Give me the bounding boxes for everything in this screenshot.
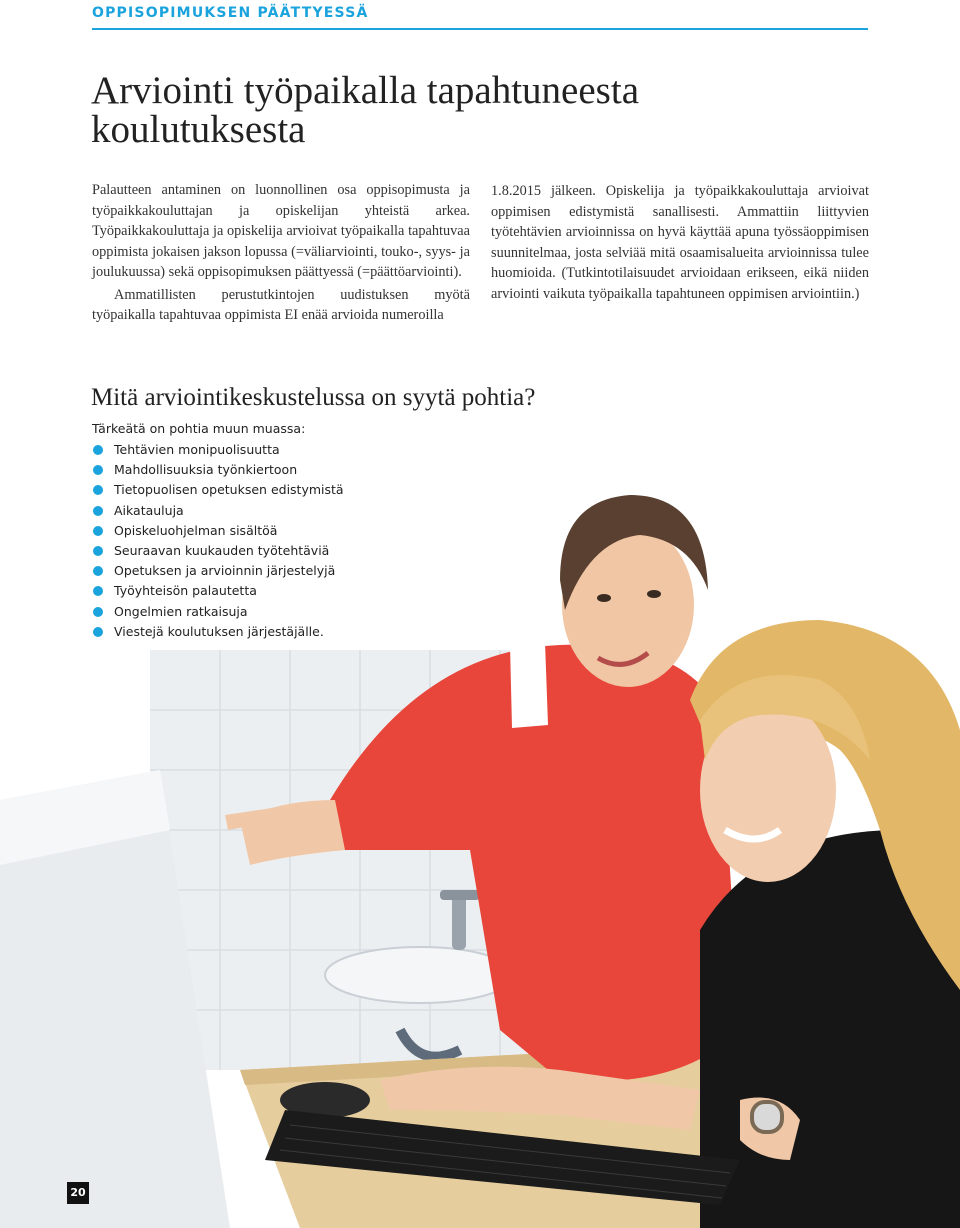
list-item-label: Tietopuolisen opetuksen edistymistä <box>114 482 344 498</box>
list-item-label: Viestejä koulutuksen järjestäjälle. <box>114 623 324 639</box>
list-item-label: Opetuksen ja arvioinnin järjestelyjä <box>114 563 336 579</box>
bullet-icon <box>93 445 103 455</box>
bullet-icon <box>93 607 103 617</box>
list-intro: Tärkeätä on pohtia muun muassa: <box>92 421 306 436</box>
page-title: Arviointi työpaikalla tapahtuneesta koulutuksesta <box>91 69 639 151</box>
bullet-icon <box>93 627 103 637</box>
bullet-icon <box>93 526 103 536</box>
bullet-icon <box>93 586 103 596</box>
discussion-topics-list <box>92 440 344 642</box>
list-item-label: Tehtävien monipuolisuutta <box>114 442 280 457</box>
body-column-left <box>92 180 470 326</box>
reform-paragraph: Ammatillisten perustutkintojen uudistuksen myötä työpaikalla tapahtuvaa oppimista EI enää arvioida numeroilla <box>92 286 470 323</box>
header-rule <box>92 28 868 30</box>
bullet-icon <box>93 465 103 475</box>
list-item <box>92 501 344 521</box>
bullet-icon <box>93 485 103 495</box>
bullet-icon <box>93 506 103 516</box>
discussion-heading: Mitä arviointikeskustelussa on syytä pohtia? <box>91 384 536 411</box>
body-column-right <box>491 181 869 304</box>
list-item-label: Opiskeluohjelman sisältöä <box>114 522 278 538</box>
list-item <box>92 480 344 500</box>
bullet-icon <box>93 546 103 556</box>
list-item-label: Työyhteisön palautetta <box>114 583 257 599</box>
page-number: 20 <box>67 1182 89 1204</box>
reform-paragraph-continued: 1.8.2015 jälkeen. Opiskelija ja työpaikkakouluttaja arvioivat oppimisen edistymistä sanallisesti. Ammattiin liittyvien työtehtävien arvioinnissa on hyvä käyttää apuna työssäoppimisen suunnitelmaa, josta selviää mitä osaamisalueita arvioinnissa tulee huomioida. (Tutkintotilaisuudet arvioidaan erikseen, eikä niiden arviointi vaikuta työpaikalla tapahtuneen oppimisen arviointiin.) <box>491 183 869 302</box>
list-item-label: Mahdollisuuksia työnkiertoon <box>114 462 298 478</box>
list-item <box>92 581 344 601</box>
list-item <box>92 440 344 460</box>
list-item-label: Aikatauluja <box>114 502 184 518</box>
intro-paragraph: Palautteen antaminen on luonnollinen osa oppisopimusta ja työpaikkakouluttajan ja opiskelijan yhteistä arkea. Työpaikkakouluttaja ja opiskelija arvioivat työpaikalla tapahtuvaa oppimista jokaisen jakson lopussa (=väliarviointi, touko-, syys- ja joulukuussa) sekä oppisopimuksen päättyessä (=päättöarviointi). <box>92 182 470 280</box>
list-item <box>92 541 344 561</box>
list-item-label: Ongelmien ratkaisuja <box>114 603 248 619</box>
section-label: OPPISOPIMUKSEN PÄÄTTYESSÄ <box>92 5 369 21</box>
list-item-label: Seuraavan kuukauden työtehtäviä <box>114 542 330 558</box>
list-item <box>92 460 344 480</box>
list-item <box>92 561 344 581</box>
bullet-icon <box>93 566 103 576</box>
list-item <box>92 602 344 622</box>
list-item <box>92 521 344 541</box>
list-item <box>92 622 344 642</box>
